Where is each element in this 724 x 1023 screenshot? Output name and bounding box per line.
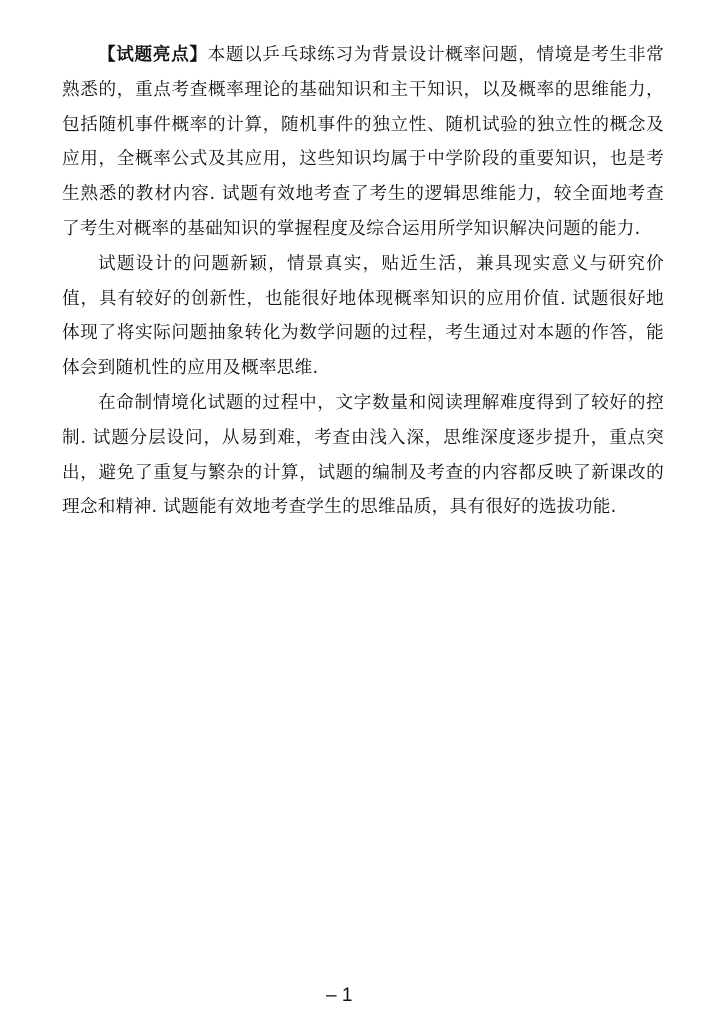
highlight-title: 【试题亮点】 xyxy=(98,45,208,65)
document-body xyxy=(62,38,664,525)
paragraph-design: 试题设计的问题新颖，情景真实，贴近生活，兼具现实意义与研究价值，具有较好的创新性，也能很好地体现概率知识的应用价值. 试题很好地体现了将实际问题抽象转化为数学问题的过程，考生通过对本题的作答，能体会到随机性的应用及概率思维. xyxy=(62,253,664,379)
paragraph-control: 在命制情境化试题的过程中，文字数量和阅读理解难度得到了较好的控制. 试题分层设问，从易到难，考查由浅入深，思维深度逐步提升，重点突出，避免了重复与繁杂的计算，试题的编制及考查的内容都反映了新课改的理念和精神. 试题能有效地考查学生的思维品质，具有很好的选拔功能. xyxy=(62,392,664,518)
paragraph-highlights xyxy=(62,38,664,247)
paragraph-text: 本题以乒乓球练习为背景设计概率问题，情境是考生非常熟悉的，重点考查概率理论的基础知识和主干知识，以及概率的思维能力，包括随机事件概率的计算，随机事件的独立性、随机试验的独立性的概念及应用，全概率公式及其应用，这些知识均属于中学阶段的重要知识，也是考生熟悉的教材内容. 试题有效地考查了考生的逻辑思维能力，较全面地考查了考生对概率的基础知识的掌握程度及综合运用所学知识解决问题的能力. xyxy=(62,45,664,239)
page-number: – 1 xyxy=(326,985,353,1006)
